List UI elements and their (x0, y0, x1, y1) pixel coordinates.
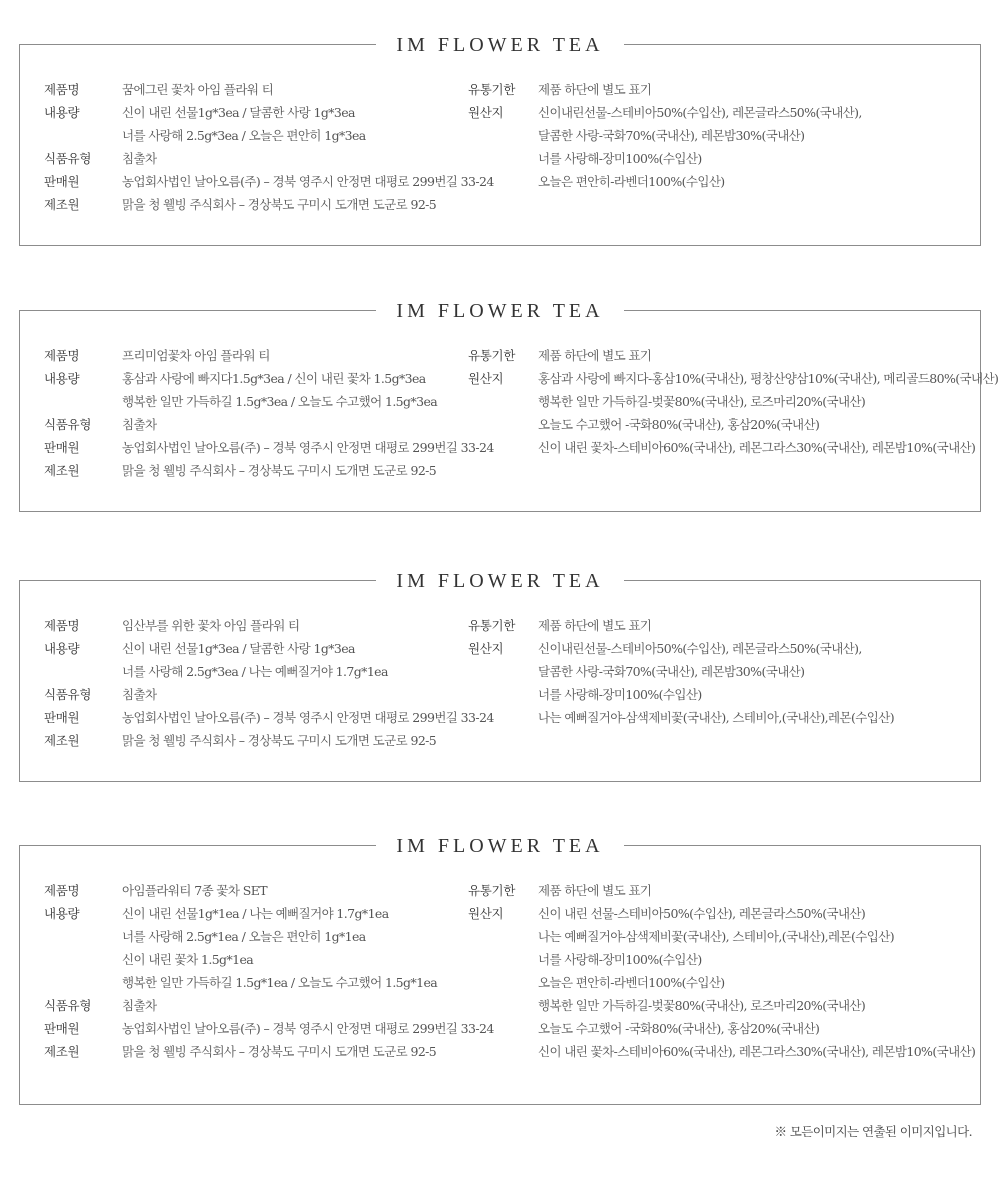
row-value: 나는 예뻐질거야-삼색제비꽃(국내산), 스테비아,(국내산),레몬(수입산) (538, 710, 894, 725)
row-value: 홍삼과 사랑에 빠지다1.5g*3ea / 신이 내린 꽃차 1.5g*3ea (122, 371, 426, 386)
row-value: 달콤한 사랑-국화70%(국내산), 레몬밤30%(국내산) (538, 664, 805, 679)
row-label: 제품명 (44, 82, 80, 97)
row-value: 농업회사법인 날아오름(주) – 경북 영주시 안정면 대평로 299번길 33-24 (122, 710, 494, 725)
row-value: 제품 하단에 별도 표기 (538, 82, 652, 97)
row-value: 신이 내린 꽃차-스테비아60%(국내산), 레몬그라스30%(국내산), 레몬밤10%(국내산) (538, 1044, 976, 1059)
row-value: 제품 하단에 별도 표기 (538, 618, 652, 633)
image-disclaimer-note: ※ 모든이미지는 연출된 이미지입니다. (774, 1124, 972, 1139)
row-label: 원산지 (468, 105, 504, 120)
row-label: 판매원 (44, 710, 80, 725)
row-value: 신이 내린 선물1g*3ea / 달콤한 사랑 1g*3ea (122, 105, 355, 120)
row-value: 달콤한 사랑-국화70%(국내산), 레몬밤30%(국내산) (538, 128, 805, 143)
row-label: 제조원 (44, 733, 80, 748)
row-value: 너를 사랑해 2.5g*1ea / 오늘은 편안히 1g*1ea (122, 929, 366, 944)
row-label: 내용량 (44, 105, 80, 120)
product-info-card-1 (19, 34, 981, 246)
row-value: 행복한 일만 가득하길-벚꽃80%(국내산), 로즈마리20%(국내산) (538, 998, 866, 1013)
row-label: 원산지 (468, 641, 504, 656)
row-value: 제품 하단에 별도 표기 (538, 348, 652, 363)
row-value: 홍삼과 사랑에 빠지다-홍삼10%(국내산), 평창산양삼10%(국내산), 메리골드80%(국내산) (538, 371, 999, 386)
row-label: 식품유형 (44, 998, 92, 1013)
row-label: 식품유형 (44, 417, 92, 432)
row-label: 판매원 (44, 174, 80, 189)
row-value: 신이 내린 선물1g*3ea / 달콤한 사랑 1g*3ea (122, 641, 355, 656)
row-label: 제품명 (44, 348, 80, 363)
row-value: 맑을 청 웰빙 주식회사 – 경상북도 구미시 도개면 도군로 92-5 (122, 197, 437, 212)
row-value: 오늘은 편안히-라벤더100%(수입산) (538, 975, 725, 990)
row-label: 제조원 (44, 1044, 80, 1059)
row-label: 유통기한 (468, 883, 516, 898)
row-label: 제조원 (44, 197, 80, 212)
row-value: 임산부를 위한 꽃차 아임 플라워 티 (122, 618, 300, 633)
row-label: 원산지 (468, 371, 504, 386)
row-value: 신이 내린 꽃차-스테비아60%(국내산), 레몬그라스30%(국내산), 레몬밤10%(국내산) (538, 440, 976, 455)
row-value: 너를 사랑해-장미100%(수입산) (538, 952, 702, 967)
row-value: 행복한 일만 가득하길 1.5g*1ea / 오늘도 수고했어 1.5g*1ea (122, 975, 438, 990)
row-label: 식품유형 (44, 151, 92, 166)
row-value: 너를 사랑해 2.5g*3ea / 나는 예뻐질거야 1.7g*1ea (122, 664, 388, 679)
row-value: 맑을 청 웰빙 주식회사 – 경상북도 구미시 도개면 도군로 92-5 (122, 733, 437, 748)
row-label: 내용량 (44, 906, 80, 921)
row-label: 판매원 (44, 440, 80, 455)
row-label: 판매원 (44, 1021, 80, 1036)
row-label: 유통기한 (468, 618, 516, 633)
product-info-card-3 (19, 570, 981, 782)
row-label: 유통기한 (468, 348, 516, 363)
row-value: 농업회사법인 날아오름(주) – 경북 영주시 안정면 대평로 299번길 33-24 (122, 174, 494, 189)
row-value: 제품 하단에 별도 표기 (538, 883, 652, 898)
card-title: IM FLOWER TEA (376, 567, 623, 595)
row-value: 오늘도 수고했어 -국화80%(국내산), 홍삼20%(국내산) (538, 417, 820, 432)
product-info-card-4 (19, 835, 981, 1105)
row-value: 아임플라워티 7종 꽃차 SET (122, 883, 267, 898)
row-value: 농업회사법인 날아오름(주) – 경북 영주시 안정면 대평로 299번길 33-24 (122, 440, 494, 455)
row-value: 침출차 (122, 687, 157, 702)
row-label: 제품명 (44, 883, 80, 898)
row-label: 제품명 (44, 618, 80, 633)
row-value: 침출차 (122, 151, 157, 166)
card-title: IM FLOWER TEA (376, 297, 623, 325)
row-value: 오늘도 수고했어 -국화80%(국내산), 홍삼20%(국내산) (538, 1021, 820, 1036)
row-value: 침출차 (122, 417, 157, 432)
row-label: 내용량 (44, 371, 80, 386)
row-value: 행복한 일만 가득하길 1.5g*3ea / 오늘도 수고했어 1.5g*3ea (122, 394, 438, 409)
row-value: 오늘은 편안히-라벤더100%(수입산) (538, 174, 725, 189)
row-label: 식품유형 (44, 687, 92, 702)
row-label: 제조원 (44, 463, 80, 478)
row-value: 맑을 청 웰빙 주식회사 – 경상북도 구미시 도개면 도군로 92-5 (122, 463, 437, 478)
row-value: 꿈에그린 꽃차 아임 플라워 티 (122, 82, 274, 97)
row-value: 너를 사랑해-장미100%(수입산) (538, 687, 702, 702)
row-value: 신이내린선물-스테비아50%(수입산), 레몬글라스50%(국내산), (538, 641, 862, 656)
row-value: 신이내린선물-스테비아50%(수입산), 레몬글라스50%(국내산), (538, 105, 862, 120)
card-title: IM FLOWER TEA (376, 31, 623, 59)
row-value: 맑을 청 웰빙 주식회사 – 경상북도 구미시 도개면 도군로 92-5 (122, 1044, 437, 1059)
product-info-card-2 (19, 300, 999, 512)
row-value: 신이 내린 꽃차 1.5g*1ea (122, 952, 254, 967)
row-value: 침출차 (122, 998, 157, 1013)
row-label: 유통기한 (468, 82, 516, 97)
row-value: 프리미엄꽃차 아임 플라워 티 (122, 348, 270, 363)
row-value: 농업회사법인 날아오름(주) – 경북 영주시 안정면 대평로 299번길 33-24 (122, 1021, 494, 1036)
row-value: 너를 사랑해-장미100%(수입산) (538, 151, 702, 166)
row-value: 신이 내린 선물1g*1ea / 나는 예뻐질거야 1.7g*1ea (122, 906, 389, 921)
row-value: 행복한 일만 가득하길-벚꽃80%(국내산), 로즈마리20%(국내산) (538, 394, 866, 409)
row-label: 내용량 (44, 641, 80, 656)
row-label: 원산지 (468, 906, 504, 921)
card-title: IM FLOWER TEA (376, 832, 623, 860)
row-value: 나는 예뻐질거야-삼색제비꽃(국내산), 스테비아,(국내산),레몬(수입산) (538, 929, 894, 944)
row-value: 신이 내린 선물-스테비아50%(수입산), 레몬글라스50%(국내산) (538, 906, 866, 921)
row-value: 너를 사랑해 2.5g*3ea / 오늘은 편안히 1g*3ea (122, 128, 366, 143)
